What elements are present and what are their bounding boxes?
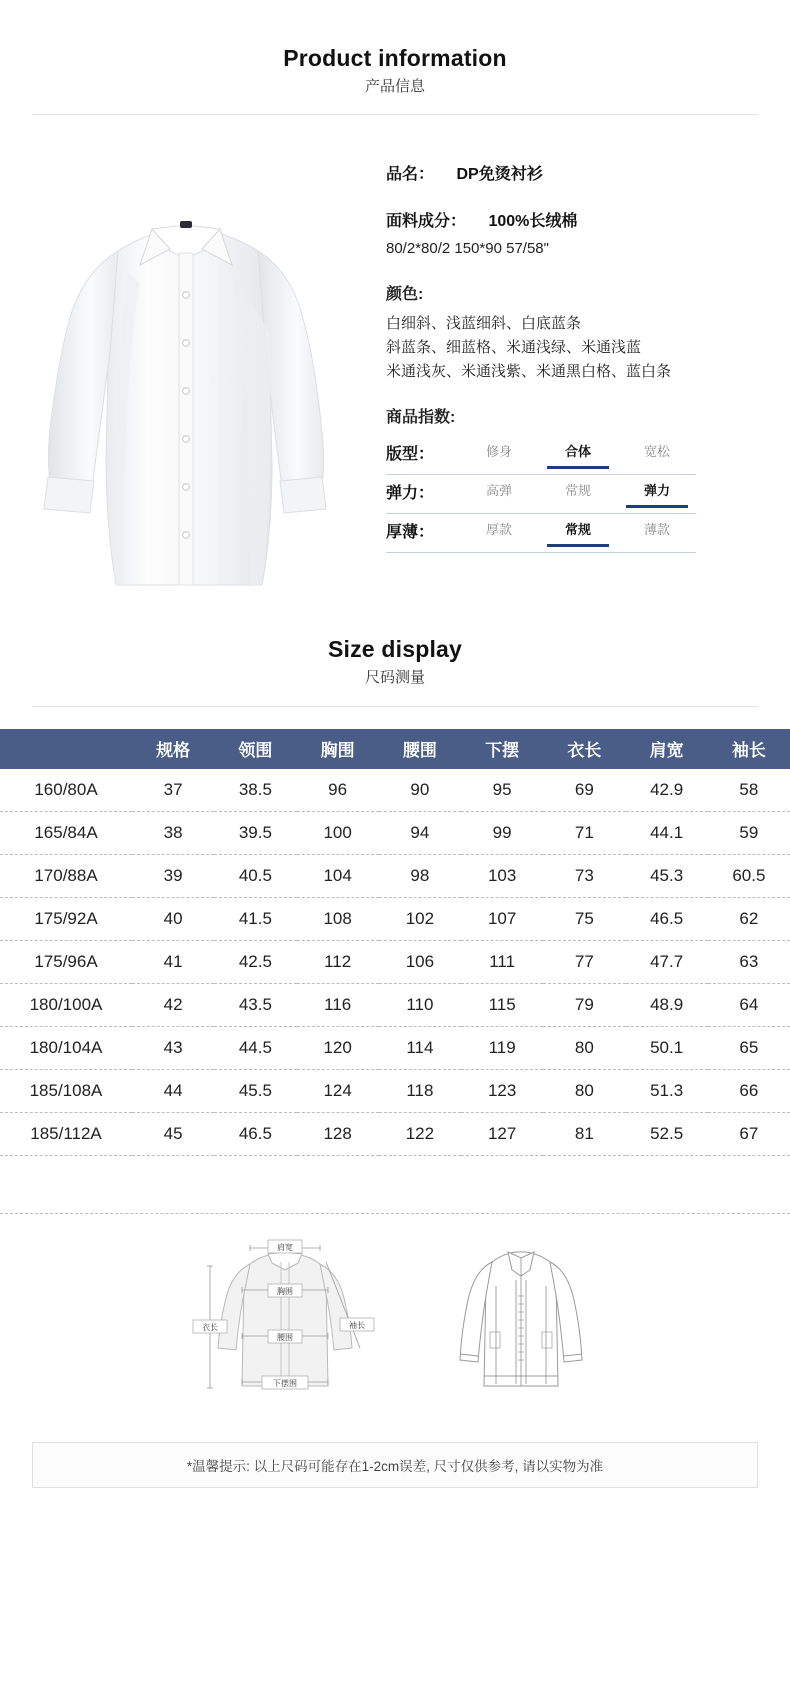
product-name-value: DP免烫衬衫 [456, 166, 543, 184]
page-title-cn: 产品信息 [364, 77, 425, 95]
cell-collar: 42.5 [214, 940, 296, 983]
cell-hem: 103 [461, 854, 543, 897]
cell-hem: 95 [461, 769, 543, 812]
product-index-title: 商品指数: [386, 408, 456, 426]
cell-hem: 127 [461, 1112, 543, 1155]
index-option-thickness-thin[interactable]: 薄款 [643, 521, 670, 537]
product-index-table [386, 436, 696, 553]
color-label: 颜色: [386, 285, 424, 303]
cell-waist: 102 [379, 897, 461, 940]
cell-hem: 111 [461, 940, 543, 983]
cell-chest: 108 [297, 897, 379, 940]
index-key-fit: 版型： [386, 446, 435, 464]
cell-size-label: 160/80A [0, 769, 132, 812]
cell-spec: 37 [132, 769, 214, 812]
cell-sleeve: 59 [708, 811, 790, 854]
cell-size-label: 180/104A [0, 1026, 132, 1069]
product-index-block [386, 406, 760, 554]
size-display-header [0, 603, 790, 687]
cell-chest: 96 [297, 769, 379, 812]
cell-sleeve: 62 [708, 897, 790, 940]
cell-length: 81 [543, 1112, 625, 1155]
cell-waist: 98 [379, 854, 461, 897]
table-row [0, 1069, 790, 1112]
cell-chest: 104 [297, 854, 379, 897]
product-image [0, 133, 370, 603]
cell-waist: 106 [379, 940, 461, 983]
cell-spec: 38 [132, 811, 214, 854]
cell-shoulder: 44.1 [626, 811, 708, 854]
cell-waist: 90 [379, 769, 461, 812]
table-row [0, 769, 790, 812]
cell-collar: 46.5 [214, 1112, 296, 1155]
cell-hem: 115 [461, 983, 543, 1026]
cell-hem: 123 [461, 1069, 543, 1112]
cell-spec: 42 [132, 983, 214, 1026]
color-line-1: 白细斜、浅蓝细斜、白底蓝条 [386, 314, 582, 332]
cell-collar: 45.5 [214, 1069, 296, 1112]
table-row [0, 854, 790, 897]
cell-chest: 116 [297, 983, 379, 1026]
cell-spec: 41 [132, 940, 214, 983]
cell-chest: 124 [297, 1069, 379, 1112]
product-info-section [0, 115, 790, 603]
cell-shoulder: 45.3 [626, 854, 708, 897]
cell-shoulder: 42.9 [626, 769, 708, 812]
footer-note: *温馨提示: 以上尺码可能存在1-2cm误差, 尺寸仅供参考, 请以实物为准 [32, 1442, 758, 1488]
color-row [386, 283, 760, 384]
label-sleeve: 袖长 [349, 1320, 365, 1330]
cell-length: 71 [543, 811, 625, 854]
index-option-stretch-normal[interactable]: 常规 [564, 482, 591, 498]
label-length: 衣长 [202, 1322, 218, 1332]
cell-collar: 41.5 [214, 897, 296, 940]
cell-spec: 44 [132, 1069, 214, 1112]
index-options-fit [460, 442, 696, 469]
cell-collar: 40.5 [214, 854, 296, 897]
index-row-fit [386, 436, 696, 475]
cell-size-label: 185/112A [0, 1112, 132, 1155]
cell-chest: 112 [297, 940, 379, 983]
cell-sleeve: 58 [708, 769, 790, 812]
index-option-stretch-elastic[interactable]: 弹力 [618, 481, 696, 508]
cell-waist: 114 [379, 1026, 461, 1069]
cell-spec: 39 [132, 854, 214, 897]
label-hem: 下摆围 [273, 1378, 297, 1388]
table-row [0, 940, 790, 983]
cell-length: 73 [543, 854, 625, 897]
cell-sleeve: 60.5 [708, 854, 790, 897]
table-row [0, 1112, 790, 1155]
cell-waist: 94 [379, 811, 461, 854]
index-option-thickness-thick[interactable]: 厚款 [485, 521, 512, 537]
index-row-stretch [386, 475, 696, 514]
table-row [0, 1026, 790, 1069]
index-option-fit-regular[interactable]: 合体 [539, 442, 617, 469]
col-header-collar: 领围 [214, 729, 296, 769]
size-title-cn: 尺码测量 [364, 669, 425, 686]
cell-spec: 43 [132, 1026, 214, 1069]
cell-size-label: 175/92A [0, 897, 132, 940]
cell-sleeve: 65 [708, 1026, 790, 1069]
cell-chest: 100 [297, 811, 379, 854]
cell-waist: 110 [379, 983, 461, 1026]
table-row [0, 983, 790, 1026]
cell-length: 80 [543, 1026, 625, 1069]
col-header-hem: 下摆 [461, 729, 543, 769]
cell-size-label: 180/100A [0, 983, 132, 1026]
cell-size-label: 175/96A [0, 940, 132, 983]
cell-collar: 39.5 [214, 811, 296, 854]
cell-sleeve: 63 [708, 940, 790, 983]
cell-waist: 118 [379, 1069, 461, 1112]
index-option-stretch-high[interactable]: 高弹 [485, 482, 512, 498]
product-spec-list [370, 133, 790, 553]
cell-hem: 99 [461, 811, 543, 854]
size-table-wrap [0, 729, 790, 1214]
product-name-label: 品名： [386, 166, 435, 184]
cell-shoulder: 48.9 [626, 983, 708, 1026]
cell-length: 80 [543, 1069, 625, 1112]
index-key-stretch: 弹力： [386, 485, 435, 503]
col-header-sleeve: 袖长 [708, 729, 790, 769]
cell-length: 69 [543, 769, 625, 812]
cell-sleeve: 66 [708, 1069, 790, 1112]
table-header-row [0, 729, 790, 769]
label-waist: 腰围 [277, 1332, 293, 1342]
color-line-3: 米通浅灰、米通浅紫、米通黑白格、蓝白条 [386, 362, 672, 380]
cell-shoulder: 47.7 [626, 940, 708, 983]
page-title-en: Product information [283, 45, 507, 71]
table-row [0, 897, 790, 940]
col-header-shoulder: 肩宽 [626, 729, 708, 769]
cell-chest: 120 [297, 1026, 379, 1069]
cell-collar: 44.5 [214, 1026, 296, 1069]
fabric-label: 面料成分： [386, 213, 467, 231]
cell-sleeve: 67 [708, 1112, 790, 1155]
cell-sleeve: 64 [708, 983, 790, 1026]
cell-shoulder: 46.5 [626, 897, 708, 940]
index-options-stretch [460, 481, 696, 508]
cell-spec: 45 [132, 1112, 214, 1155]
cell-length: 75 [543, 897, 625, 940]
cell-size-label: 185/108A [0, 1069, 132, 1112]
cell-chest: 128 [297, 1112, 379, 1155]
col-header-spec-blank [0, 729, 132, 769]
color-line-2: 斜蓝条、细蓝格、米通浅绿、米通浅蓝 [386, 338, 642, 356]
index-option-fit-slim[interactable]: 修身 [485, 443, 512, 459]
product-information-header [0, 0, 790, 96]
col-header-length: 衣长 [543, 729, 625, 769]
product-name-row [386, 163, 760, 188]
shirt-illustration [0, 133, 370, 603]
measurement-diagram [0, 1214, 790, 1416]
cell-hem: 107 [461, 897, 543, 940]
cell-length: 79 [543, 983, 625, 1026]
cell-hem: 119 [461, 1026, 543, 1069]
jacket-measure-diagram-icon [430, 1236, 610, 1416]
fabric-row [386, 210, 760, 261]
cell-size-label: 165/84A [0, 811, 132, 854]
col-header-waist: 腰围 [379, 729, 461, 769]
index-option-fit-loose[interactable]: 宽松 [643, 443, 670, 459]
col-header-size: 规格 [132, 729, 214, 769]
cell-shoulder: 51.3 [626, 1069, 708, 1112]
col-header-chest: 胸围 [297, 729, 379, 769]
fabric-value: 100%长绒棉 [488, 213, 578, 231]
cell-shoulder: 50.1 [626, 1026, 708, 1069]
label-chest: 胸围 [277, 1286, 293, 1296]
index-row-thickness [386, 514, 696, 553]
table-row [0, 811, 790, 854]
cell-shoulder: 52.5 [626, 1112, 708, 1155]
fabric-detail: 80/2*80/2 150*90 57/58" [386, 239, 549, 257]
cell-collar: 43.5 [214, 983, 296, 1026]
index-option-thickness-normal[interactable]: 常规 [539, 520, 617, 547]
cell-collar: 38.5 [214, 769, 296, 812]
label-shoulder: 肩宽 [277, 1242, 293, 1252]
index-key-thickness: 厚薄： [386, 524, 435, 542]
size-header-divider [32, 706, 758, 707]
size-title-en: Size display [327, 636, 463, 663]
cell-spec: 40 [132, 897, 214, 940]
size-table [0, 729, 790, 1156]
cell-waist: 122 [379, 1112, 461, 1155]
cell-size-label: 170/88A [0, 854, 132, 897]
cell-length: 77 [543, 940, 625, 983]
index-options-thickness [460, 520, 696, 547]
shirt-measure-diagram-icon [180, 1236, 390, 1416]
